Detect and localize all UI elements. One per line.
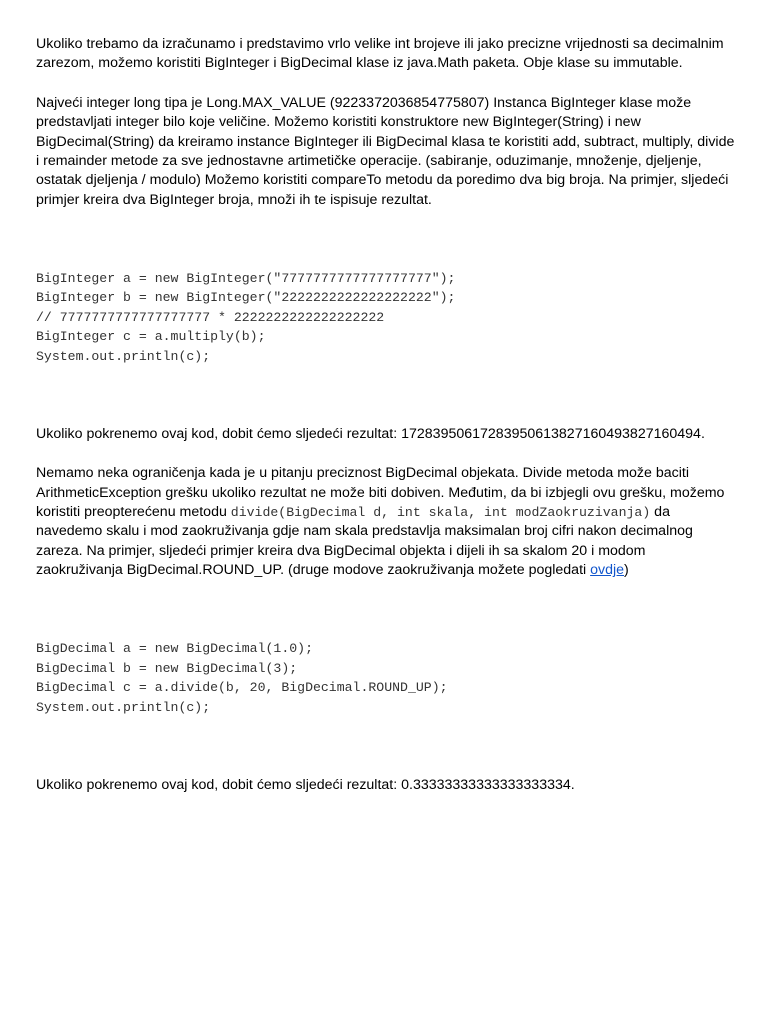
code-line: // 7777777777777777777 * 2222222222222222222: [36, 309, 385, 325]
code-line: System.out.println(c);: [36, 348, 211, 364]
biginteger-result-paragraph: Ukoliko pokrenemo ovaj kod, dobit ćemo sljedeći rezultat: 17283950617283950613827160493827160494.: [36, 425, 705, 442]
intro-paragraph: Ukoliko trebamo da izračunamo i predstavimo vrlo velike int brojeve ili jako precizne vrijednosti sa decimalnim zarezom, možemo koristiti BigInteger i BigDecimal klase iz java.Math paketa. Obje klase su immutable.: [36, 36, 724, 72]
rounding-modes-link[interactable]: ovdje: [590, 562, 625, 579]
bigdecimal-result-paragraph: Ukoliko pokrenemo ovaj kod, dobit ćemo sljedeći rezultat: 0.33333333333333333334.: [36, 776, 575, 793]
bigdecimal-text-end: ): [624, 562, 629, 579]
code-line: BigInteger c = a.multiply(b);: [36, 329, 266, 345]
biginteger-code-block: [36, 230, 736, 405]
document-page: [36, 35, 736, 815]
code-line: BigDecimal a = new BigDecimal(1.0);: [36, 641, 313, 657]
bigdecimal-code-block: [36, 601, 736, 756]
code-line: BigDecimal b = new BigDecimal(3);: [36, 660, 298, 676]
bigdecimal-paragraph: [36, 464, 736, 580]
bigdecimal-text-after: da navedemo skalu i mod zaokruživanja gdje nam skala predstavlja maksimalan broj cifri nakon decimalnog zareza. Na primjer, sljedeći primjer kreira dva BigDecimal objekta i dijeli ih sa skalom 20 i modom zaokruživanja BigDecimal.ROUND_UP. (druge modove zaokruživanja možete pogledati: [36, 504, 693, 579]
divide-method-inline-code: divide(BigDecimal d, int skala, int modZaokruzivanja): [230, 505, 651, 521]
code-line: BigDecimal c = a.divide(b, 20, BigDecimal.ROUND_UP);: [36, 680, 448, 696]
biginteger-paragraph: Najveći integer long tipa je Long.MAX_VALUE (9223372036854775807) Instanca BigInteger klase može predstavljati integer bilo koje veličine. Možemo koristiti konstruktore new BigInteger(String) i new BigDecimal(String) da kreiramo instance BigInteger ili BigDecimal klasa te koristiti add, subtract, multiply, divide i remainder metode za sve jednostavne artimetičke operacije. (sabiranje, oduzimanje, množenje, djeljenje, ostatak djeljenja / modulo) Možemo koristiti compareTo metodu da poredimo dva big broja. Na primjer, sljedeći primjer kreira dva BigInteger broja, množi ih te ispisuje rezultat.: [36, 94, 735, 208]
code-line: System.out.println(c);: [36, 699, 211, 715]
code-line: BigInteger a = new BigInteger("7777777777777777777");: [36, 271, 456, 287]
code-line: BigInteger b = new BigInteger("2222222222222222222");: [36, 290, 456, 306]
bigdecimal-text-before: Nemamo neka ograničenja kada je u pitanju preciznost BigDecimal objekata. Divide metoda može baciti ArithmeticException grešku ukoliko rezultat ne može biti dobiven. Međutim, da bi izbjegli ovu grešku, možemo koristiti preopterećenu metodu: [36, 465, 725, 521]
